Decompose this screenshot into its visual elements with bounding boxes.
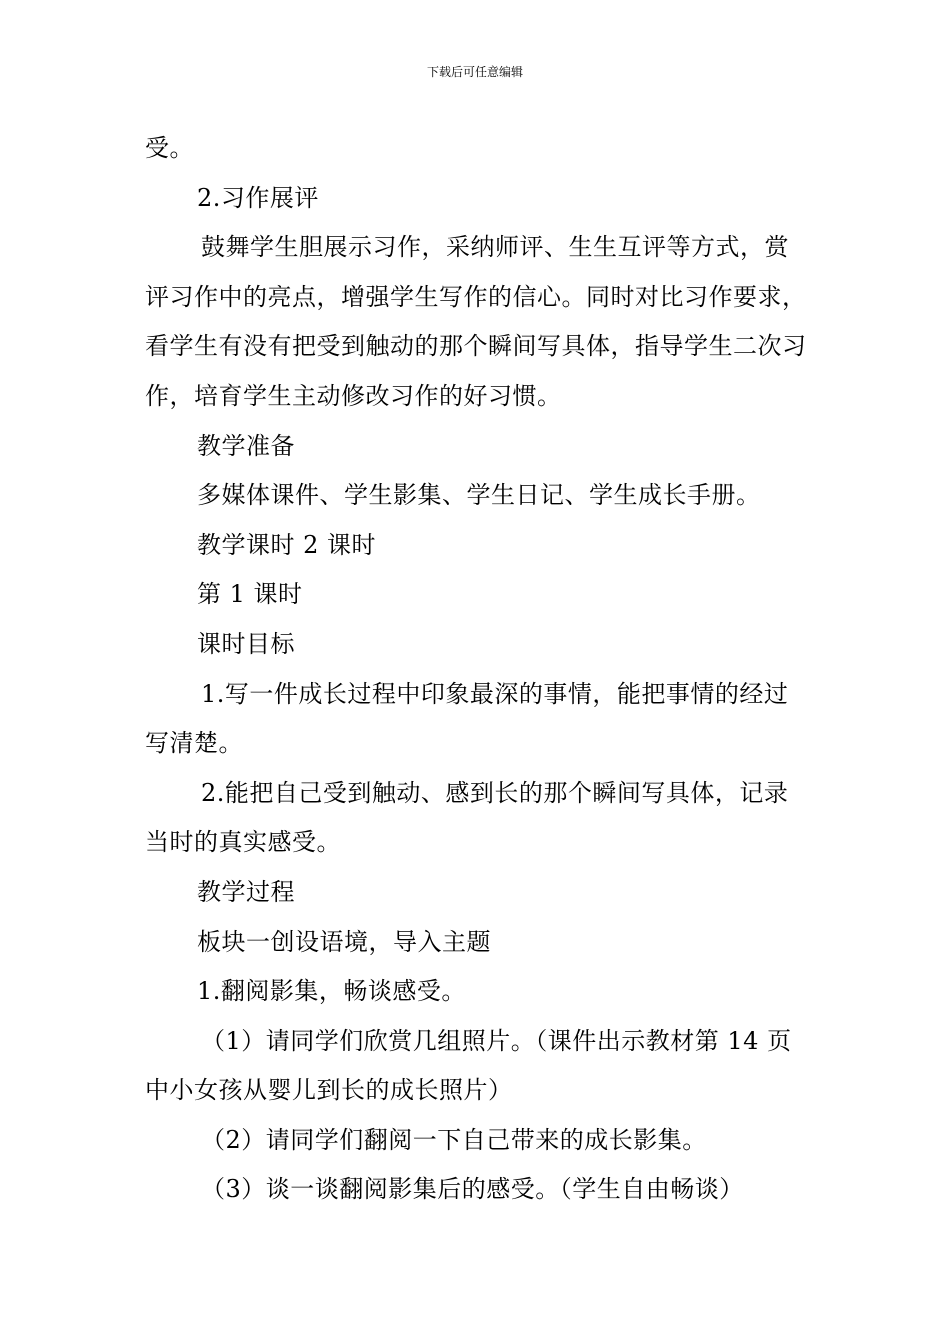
sub-step-1: （1）请同学们欣赏几组照片。（课件出示教材第 14 页中小女孩从婴儿到长的成长照片） <box>145 1026 792 1105</box>
objective-item-2: 2.能把自己受到触动、感到长的那个瞬间写具体，记录当时的真实感受。 <box>145 778 789 857</box>
paragraph-class-hours: 教学课时 2 课时 <box>197 530 377 559</box>
heading-block-one: 板块一创设语境，导入主题 <box>197 927 491 956</box>
heading-first-lesson: 第 1 课时 <box>197 580 303 609</box>
heading-teaching-process: 教学过程 <box>197 877 295 906</box>
sub-step-3: （3）谈一谈翻阅影集后的感受。（学生自由畅谈） <box>201 1175 744 1204</box>
step-browse-albums: 1.翻阅影集，畅谈感受。 <box>197 977 466 1006</box>
objective-item-1: 1.写一件成长过程中印象最深的事情，能把事情的经过写清楚。 <box>145 679 789 758</box>
paragraph-materials: 多媒体课件、学生影集、学生日记、学生成长手册。 <box>197 481 761 510</box>
sub-step-2: （2）请同学们翻阅一下自己带来的成长影集。 <box>201 1125 707 1154</box>
page-header-note: 下载后可任意编辑 <box>426 65 523 79</box>
section-heading-exhibition: 2.习作展评 <box>197 183 319 212</box>
document-body <box>145 124 809 1215</box>
heading-teaching-preparation: 教学准备 <box>197 431 295 460</box>
paragraph-exhibition-body: 鼓舞学生胆展示习作，采纳师评、生生互评等方式，赏评习作中的亮点，增强学生写作的信心。同时对比习作要求，看学生有没有把受到触动的那个瞬间写具体，指导学生二次习作，培育学生主动修改习作的好习惯。 <box>145 233 807 410</box>
heading-lesson-objectives: 课时目标 <box>197 629 295 658</box>
paragraph-continuation: 受。 <box>145 134 194 162</box>
